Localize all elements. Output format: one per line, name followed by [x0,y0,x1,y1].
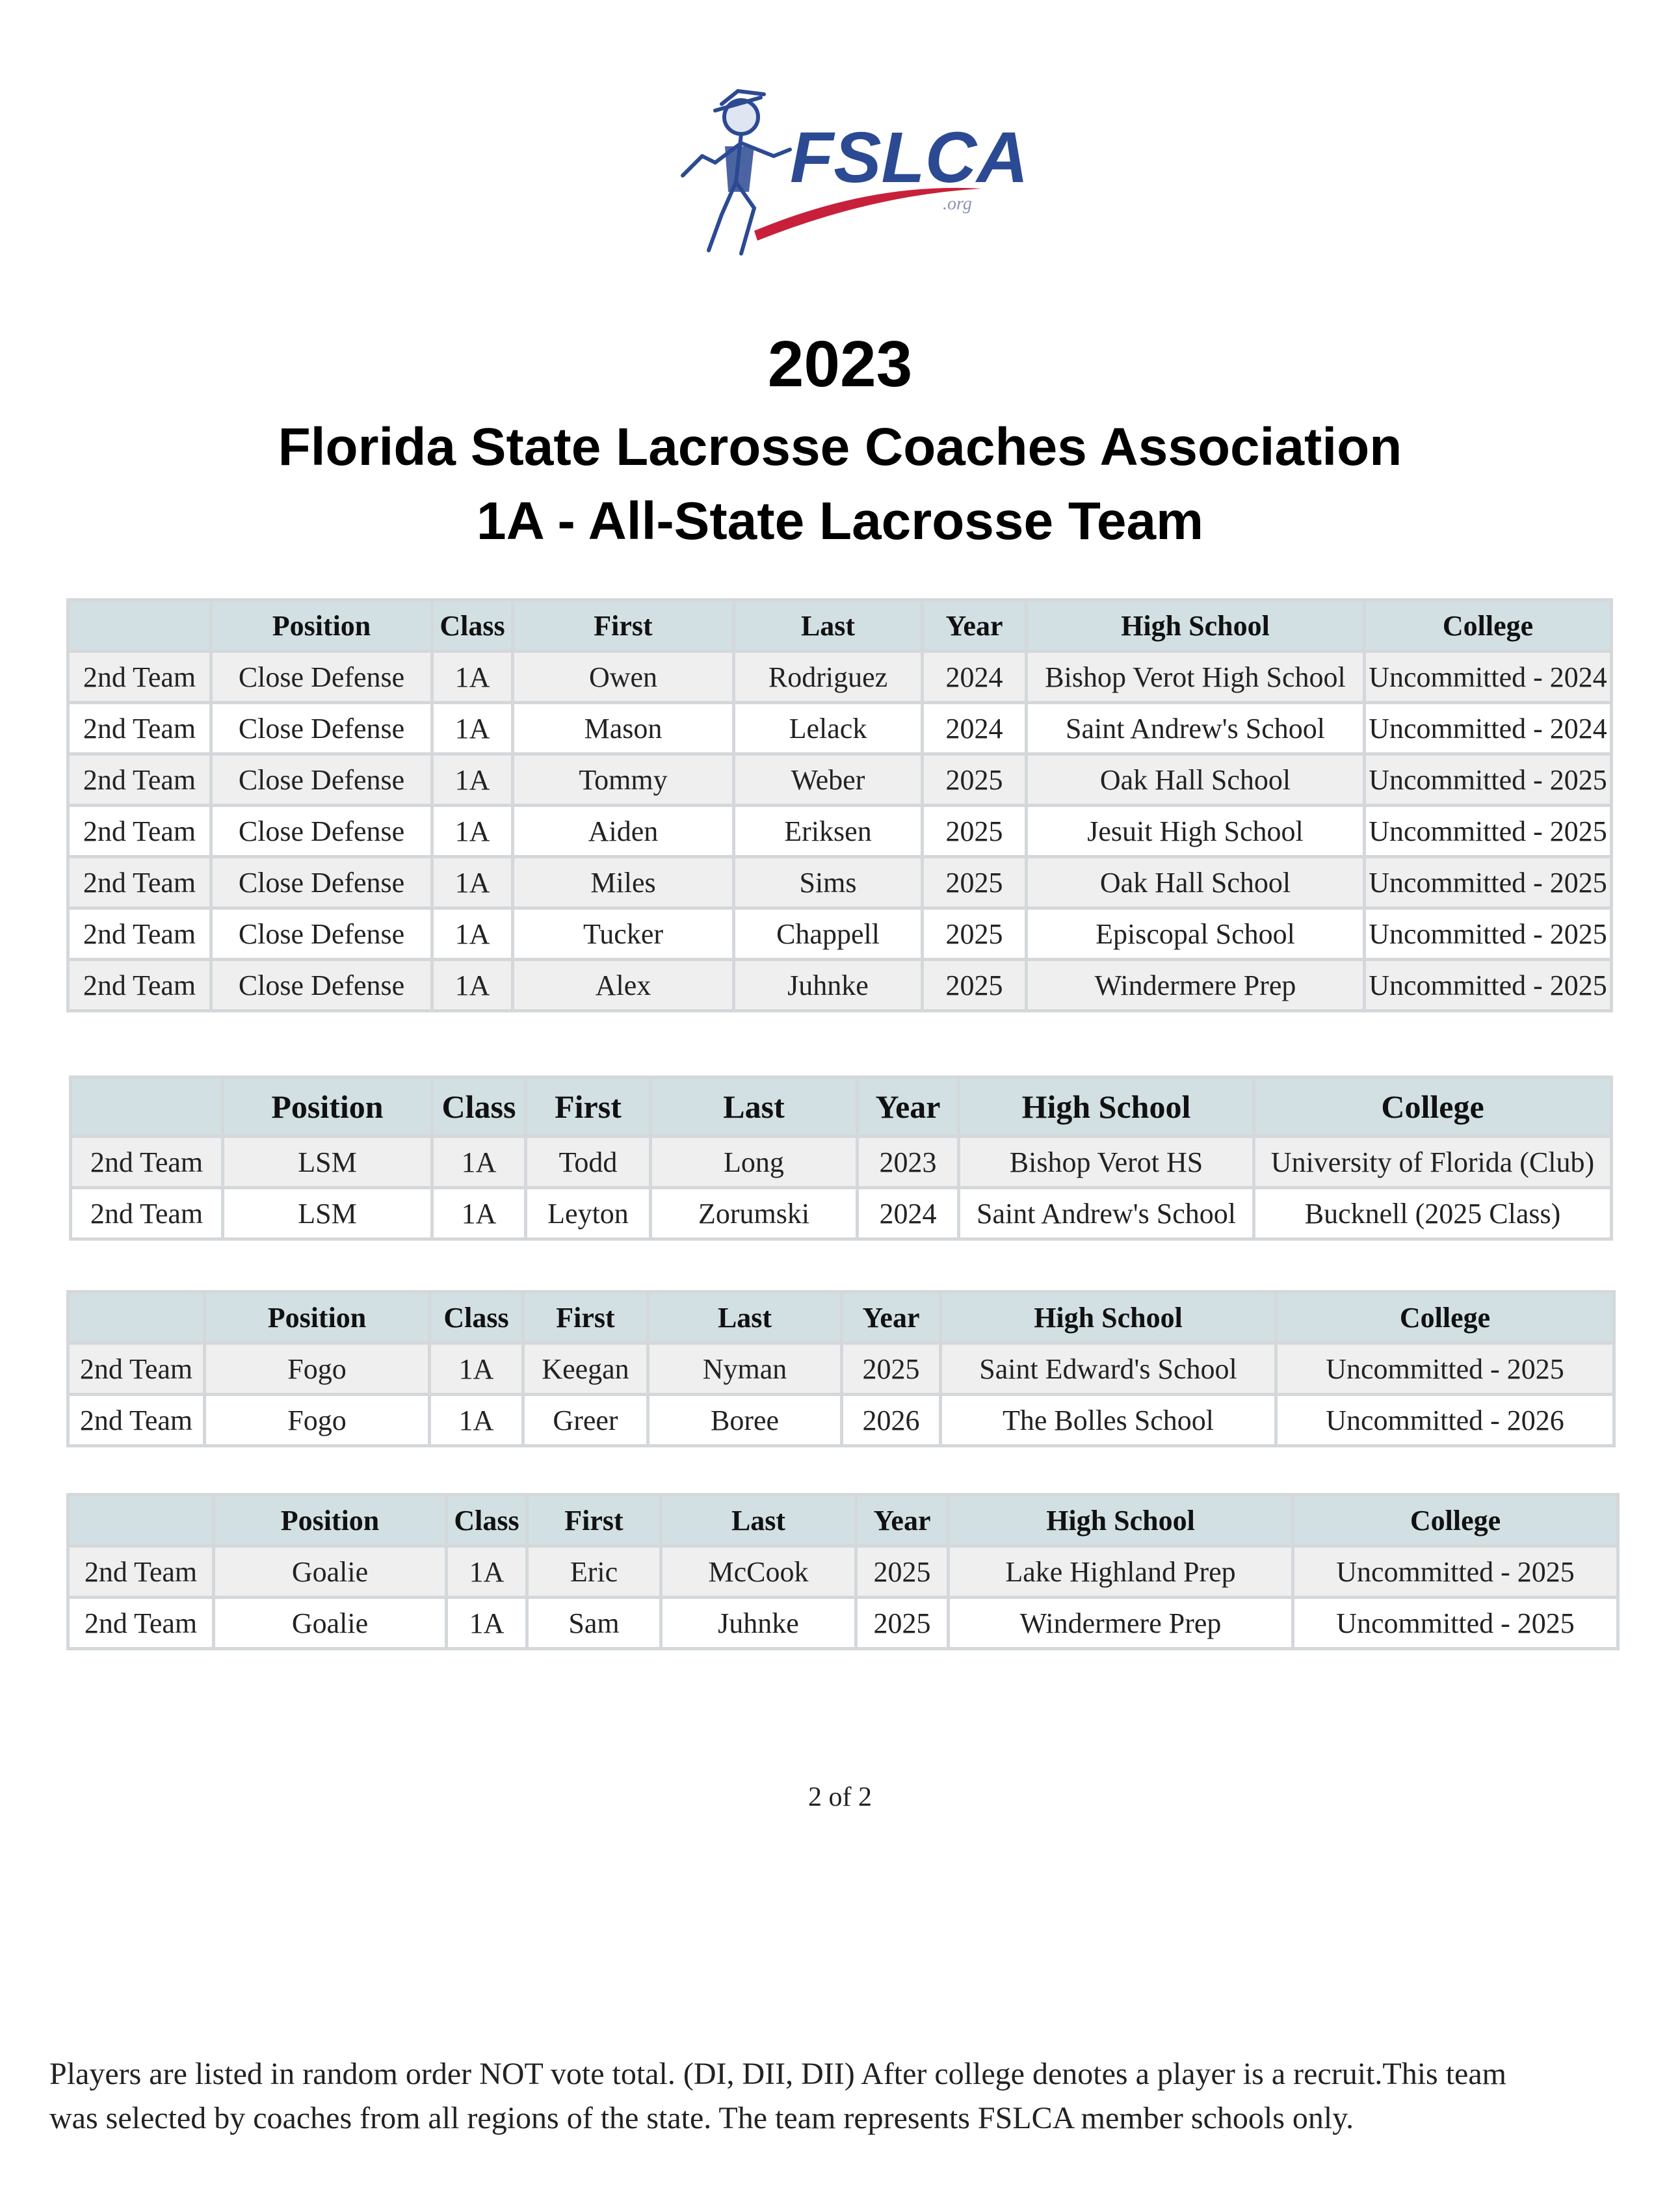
class-column-header: Class [432,1077,526,1137]
table-row [68,908,1612,960]
table-row [68,857,1612,908]
last-name-cell: Rodriguez [734,652,923,703]
college-column-header: College [1365,600,1612,652]
last-name-cell: Nyman [648,1343,842,1395]
college-cell: Uncommitted - 2025 [1293,1546,1618,1598]
high-school-cell: Bishop Verot High School [1027,652,1365,703]
year-cell: 2025 [923,754,1027,806]
table-row [71,1188,1612,1239]
last-name-cell: Boree [648,1395,842,1446]
footnote-text: Players are listed in random order NOT vote total. (DI, DII, DII) After college denotes a player is a recruit.This team was selected by coaches from all regions of the state. The team represents FSLCA member schools only. [49,2057,1506,2135]
roster-table-lsm [69,1075,1613,1241]
high-school-cell: Bishop Verot HS [959,1137,1254,1188]
first-name-cell: Leyton [526,1188,651,1239]
college-cell: Uncommitted - 2025 [1365,806,1612,857]
class-column-header: Class [447,1495,527,1546]
last-name-column-header: Last [651,1077,858,1137]
college-cell: Uncommitted - 2024 [1365,703,1612,754]
position-cell: Goalie [214,1598,447,1649]
position-cell: Close Defense [211,754,432,806]
class-cell: 1A [447,1598,527,1649]
college-cell: Bucknell (2025 Class) [1254,1188,1612,1239]
position-column-header: Position [223,1077,432,1137]
year-column-header: Year [923,600,1027,652]
high-school-cell: Jesuit High School [1027,806,1365,857]
year-cell: 2024 [923,703,1027,754]
college-cell: Uncommitted - 2025 [1365,960,1612,1011]
last-name-column-header: Last [734,600,923,652]
position-cell: Close Defense [211,960,432,1011]
team-cell: 2nd Team [68,1343,205,1395]
first-name-cell: Todd [526,1137,651,1188]
position-cell: Goalie [214,1546,447,1598]
team-cell: 2nd Team [68,652,211,703]
first-name-cell: Miles [513,857,734,908]
table-header-row [68,600,1612,652]
year-cell: 2026 [842,1395,941,1446]
table-row [68,1343,1614,1395]
high-school-cell: Windermere Prep [949,1598,1293,1649]
high-school-cell: Saint Andrew's School [1027,703,1365,754]
table-row [68,703,1612,754]
roster-table-fogo [66,1290,1616,1447]
position-cell: Close Defense [211,908,432,960]
high-school-cell: The Bolles School [941,1395,1276,1446]
college-cell: University of Florida (Club) [1254,1137,1612,1188]
position-column-header: Position [214,1495,447,1546]
year-cell: 2025 [856,1546,949,1598]
team-cell: 2nd Team [68,1546,214,1598]
college-cell: Uncommitted - 2025 [1365,754,1612,806]
high-school-cell: Oak Hall School [1027,857,1365,908]
year-column-header: Year [856,1495,949,1546]
team-cell: 2nd Team [68,908,211,960]
class-cell: 1A [432,652,513,703]
last-name-column-header: Last [661,1495,856,1546]
position-cell: Close Defense [211,857,432,908]
table-row [68,1598,1618,1649]
college-cell: Uncommitted - 2025 [1276,1343,1614,1395]
position-cell: Fogo [205,1343,430,1395]
first-name-cell: Eric [527,1546,661,1598]
class-cell: 1A [430,1343,523,1395]
college-column-header: College [1276,1292,1614,1343]
team-cell: 2nd Team [68,1598,214,1649]
high-school-cell: Saint Andrew's School [959,1188,1254,1239]
table-row [68,960,1612,1011]
first-name-cell: Tommy [513,754,734,806]
college-column-header: College [1293,1495,1618,1546]
year-cell: 2025 [923,908,1027,960]
last-name-cell: Zorumski [651,1188,858,1239]
table-row [68,1546,1618,1598]
year-cell: 2025 [923,857,1027,908]
table-row [71,1137,1612,1188]
position-column-header: Position [211,600,432,652]
table-row [68,754,1612,806]
year-column-header: Year [858,1077,959,1137]
last-name-cell: Juhnke [734,960,923,1011]
logo-suffix: .org [943,194,972,214]
roster-table-goalie [66,1493,1620,1650]
first-name-cell: Tucker [513,908,734,960]
position-cell: Close Defense [211,806,432,857]
college-cell: Uncommitted - 2026 [1276,1395,1614,1446]
first-name-cell: Mason [513,703,734,754]
college-cell: Uncommitted - 2025 [1293,1598,1618,1649]
high-school-column-header: High School [949,1495,1293,1546]
table-header-row [71,1077,1612,1137]
college-cell: Uncommitted - 2025 [1365,908,1612,960]
year-cell: 2025 [856,1598,949,1649]
high-school-column-header: High School [959,1077,1254,1137]
page-title-organization: Florida State Lacrosse Coaches Association [278,417,1402,477]
position-cell: LSM [223,1137,432,1188]
high-school-cell: Lake Highland Prep [949,1546,1293,1598]
year-cell: 2025 [923,960,1027,1011]
position-cell: Close Defense [211,703,432,754]
roster-table-close-defense [66,598,1613,1012]
class-column-header: Class [430,1292,523,1343]
position-column-header: Position [205,1292,430,1343]
high-school-cell: Episcopal School [1027,908,1365,960]
year-cell: 2025 [842,1343,941,1395]
team-cell: 2nd Team [68,1395,205,1446]
class-cell: 1A [432,908,513,960]
page-number: 2 of 2 [808,1782,872,1812]
high-school-cell: Oak Hall School [1027,754,1365,806]
team-cell: 2nd Team [68,754,211,806]
college-cell: Uncommitted - 2024 [1365,652,1612,703]
last-name-column-header: Last [648,1292,842,1343]
table-row [68,806,1612,857]
table-header-row [68,1292,1614,1343]
last-name-cell: Long [651,1137,858,1188]
table-header-row [68,1495,1618,1546]
first-name-column-header: First [523,1292,648,1343]
class-cell: 1A [432,806,513,857]
class-cell: 1A [447,1546,527,1598]
year-column-header: Year [842,1292,941,1343]
position-cell: Fogo [205,1395,430,1446]
last-name-cell: Weber [734,754,923,806]
team-cell: 2nd Team [68,806,211,857]
high-school-column-header: High School [1027,600,1365,652]
team-cell: 2nd Team [71,1188,223,1239]
last-name-cell: Sims [734,857,923,908]
team-cell: 2nd Team [68,857,211,908]
last-name-cell: Eriksen [734,806,923,857]
team-column-header [71,1077,223,1137]
logo-text: FSLCA [790,118,1029,198]
fslca-logo [676,85,1029,267]
first-name-column-header: First [527,1495,661,1546]
year-cell: 2024 [858,1188,959,1239]
team-cell: 2nd Team [71,1137,223,1188]
college-cell: Uncommitted - 2025 [1365,857,1612,908]
class-cell: 1A [432,703,513,754]
class-column-header: Class [432,600,513,652]
high-school-column-header: High School [941,1292,1276,1343]
year-cell: 2023 [858,1137,959,1188]
first-name-cell: Keegan [523,1343,648,1395]
high-school-cell: Windermere Prep [1027,960,1365,1011]
team-cell: 2nd Team [68,960,211,1011]
last-name-cell: Lelack [734,703,923,754]
high-school-cell: Saint Edward's School [941,1343,1276,1395]
college-column-header: College [1254,1077,1612,1137]
last-name-cell: McCook [661,1546,856,1598]
first-name-cell: Alex [513,960,734,1011]
class-cell: 1A [432,1137,526,1188]
team-column-header [68,1495,214,1546]
position-cell: LSM [223,1188,432,1239]
first-name-cell: Greer [523,1395,648,1446]
page-title-year: 2023 [767,328,913,401]
last-name-cell: Juhnke [661,1598,856,1649]
year-cell: 2024 [923,652,1027,703]
first-name-cell: Sam [527,1598,661,1649]
table-row [68,1395,1614,1446]
class-cell: 1A [432,1188,526,1239]
class-cell: 1A [432,857,513,908]
last-name-cell: Chappell [734,908,923,960]
table-row [68,652,1612,703]
team-column-header [68,600,211,652]
class-cell: 1A [430,1395,523,1446]
page-title-team: 1A - All-State Lacrosse Team [476,492,1203,551]
team-column-header [68,1292,205,1343]
first-name-column-header: First [513,600,734,652]
position-cell: Close Defense [211,652,432,703]
first-name-cell: Owen [513,652,734,703]
year-cell: 2025 [923,806,1027,857]
first-name-column-header: First [526,1077,651,1137]
lacrosse-player-logo-icon [676,85,1029,267]
class-cell: 1A [432,754,513,806]
class-cell: 1A [432,960,513,1011]
first-name-cell: Aiden [513,806,734,857]
team-cell: 2nd Team [68,703,211,754]
